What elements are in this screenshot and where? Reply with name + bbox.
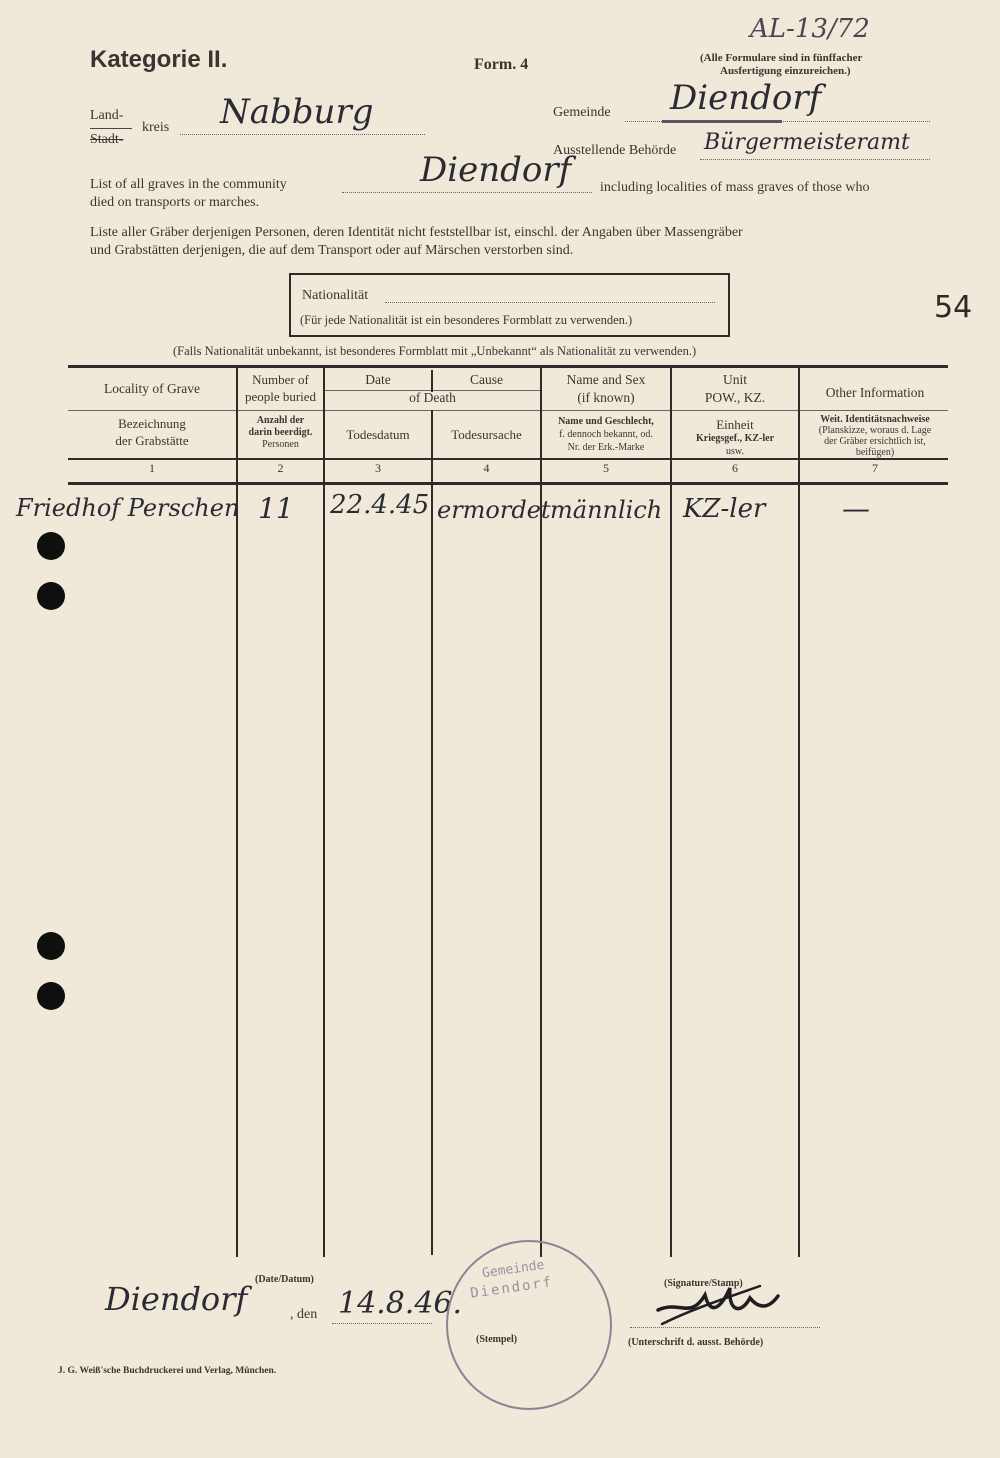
col7-header-de-line1: Weit. Identitätsnachweise xyxy=(820,414,930,425)
community-dotted-line xyxy=(342,192,592,193)
date-value: 14.8.46. xyxy=(338,1286,463,1321)
col7-header-de-line2: (Planskizze, woraus d. Lage xyxy=(818,425,932,436)
column-divider xyxy=(670,367,672,1257)
table-body-rule xyxy=(68,482,948,485)
col5-header-en-line2: (if known) xyxy=(577,390,635,405)
punch-hole xyxy=(37,582,65,610)
gemeinde-underline xyxy=(662,120,782,123)
including-text: including localities of mass graves of those who xyxy=(600,180,870,195)
cell-unit: KZ-ler xyxy=(683,494,766,524)
stamp-caption: (Stempel) xyxy=(476,1334,518,1345)
col7-header-en: Other Information xyxy=(825,385,925,400)
column-divider xyxy=(431,410,433,1255)
col6-header-en-line1: Unit xyxy=(722,372,747,387)
column-divider xyxy=(798,367,800,1257)
col7-number: 7 xyxy=(872,461,878,475)
description-line2: und Grabstätten derjenigen, die auf dem Transport oder auf Märschen verstorben sind. xyxy=(90,243,574,258)
col6-header-de-line1: Einheit xyxy=(716,417,754,432)
cell-other: — xyxy=(842,492,870,525)
col2-header-de-line3: Personen xyxy=(262,439,299,450)
stadt-label: Stadt- xyxy=(90,132,124,147)
submission-note-line1: (Alle Formulare sind in fünffacher xyxy=(700,52,863,64)
signature-dotted-line xyxy=(630,1327,820,1328)
col5-number: 5 xyxy=(603,461,609,475)
behoerde-label: Ausstellende Behörde xyxy=(553,143,677,158)
col5-header-en-line1: Name and Sex xyxy=(566,372,646,387)
col2-number: 2 xyxy=(277,461,284,475)
col3-header-de: Todesdatum xyxy=(346,427,410,442)
col6-header-de-line2: Kriegsgef., KZ-ler xyxy=(695,433,775,444)
land-label: Land- xyxy=(90,108,124,123)
printer-imprint: J. G. Weiß'sche Buchdruckerei und Verlag, München. xyxy=(58,1366,277,1376)
list-label-line1: List of all graves in the community xyxy=(90,177,287,192)
col4-header-de: Todesursache xyxy=(451,427,522,442)
col2-header-en-line1: Number of xyxy=(252,372,309,387)
col1-header-en: Locality of Grave xyxy=(104,381,200,396)
form-number: Form. 4 xyxy=(474,56,529,73)
list-label-line2: died on transports or marches. xyxy=(90,195,260,210)
kreis-value: Nabburg xyxy=(220,92,374,132)
behoerde-value: Bürgermeisteramt xyxy=(704,130,910,155)
cell-cause: ermordet xyxy=(437,496,551,524)
col5-header-de-line1: Name und Geschlecht, xyxy=(558,416,654,427)
col6-header-de-line3: usw. xyxy=(726,446,744,457)
punch-hole xyxy=(37,532,65,560)
nationality-dotted-line xyxy=(385,302,715,303)
handwritten-signature xyxy=(650,1280,790,1330)
date-dotted-line xyxy=(332,1323,432,1324)
cell-count: 11 xyxy=(258,492,294,525)
col5-header-de-line3: Nr. der Erk.-Marke xyxy=(567,442,645,453)
col7-header-de-line4: beifügen) xyxy=(855,447,895,458)
table-top-rule xyxy=(68,365,948,368)
col1-header-de-line2: der Grabstätte xyxy=(115,433,189,448)
stamp-text-line1: Gemeinde xyxy=(481,1257,546,1282)
col5-header-de-line2: f. dennoch bekannt, od. xyxy=(559,429,653,440)
signature-caption: (Unterschrift d. ausst. Behörde) xyxy=(628,1337,764,1348)
cell-date: 22.4.45 xyxy=(330,490,430,520)
kategorie-title: Kategorie II. xyxy=(90,46,228,73)
nationality-note: (Für jede Nationalität ist ein besonderes Formblatt zu verwenden.) xyxy=(300,313,633,327)
col4-number: 4 xyxy=(483,461,490,475)
kreis-label: kreis xyxy=(142,120,170,135)
archive-reference: AL-13/72 xyxy=(750,14,870,44)
punch-hole xyxy=(37,932,65,960)
cell-name-sex: männlich xyxy=(550,496,663,524)
table-header-rule xyxy=(68,410,948,411)
col6-number: 6 xyxy=(732,461,738,475)
col2-header-de-line2: darin beerdigt. xyxy=(248,427,313,438)
strike-line xyxy=(90,128,132,129)
signature-caption-top: (Signature/Stamp) xyxy=(664,1278,743,1289)
unknown-nationality-note: (Falls Nationalität unbekannt, ist besonderes Formblatt mit „Unbekannt“ als Nationalität zu verwenden.) xyxy=(173,344,697,358)
col6-header-en-line2: POW., KZ. xyxy=(704,390,766,405)
col3-header-en: Date xyxy=(365,372,391,387)
kreis-dotted-line xyxy=(180,134,425,135)
col7-header-de-line3: der Gräber ersichtlich ist, xyxy=(824,436,926,447)
col4-header-en: Cause xyxy=(470,372,503,387)
col3-number: 3 xyxy=(375,461,381,475)
col1-header-de-line1: Bezeichnung xyxy=(118,416,186,431)
col34-shared-header: of Death xyxy=(409,390,456,405)
date-caption: (Date/Datum) xyxy=(255,1274,314,1285)
submission-note-line2: Ausfertigung einzureichen.) xyxy=(720,65,851,77)
stamp-text-line2: Diendorf xyxy=(469,1274,555,1302)
gemeinde-label: Gemeinde xyxy=(553,105,611,120)
cell-locality: Friedhof Perschen xyxy=(16,494,240,522)
punch-hole xyxy=(37,982,65,1010)
column-divider xyxy=(323,367,325,1257)
nationality-label: Nationalität xyxy=(302,288,369,303)
description-line1: Liste aller Gräber derjenigen Personen, deren Identität nicht feststellbar ist, einschl. der Angaben über Massengräber xyxy=(90,225,743,240)
col2-header-de-line1: Anzahl der xyxy=(256,415,305,426)
page-number: 54 xyxy=(934,290,973,325)
community-value: Diendorf xyxy=(420,150,572,190)
behoerde-dotted-line xyxy=(700,159,930,160)
gemeinde-value: Diendorf xyxy=(670,78,822,118)
col2-header-en-line2: people buried xyxy=(244,389,317,404)
den-label: , den xyxy=(290,1307,318,1322)
place-value: Diendorf xyxy=(105,1280,248,1318)
nationality-box xyxy=(289,273,730,337)
col1-number: 1 xyxy=(149,461,155,475)
